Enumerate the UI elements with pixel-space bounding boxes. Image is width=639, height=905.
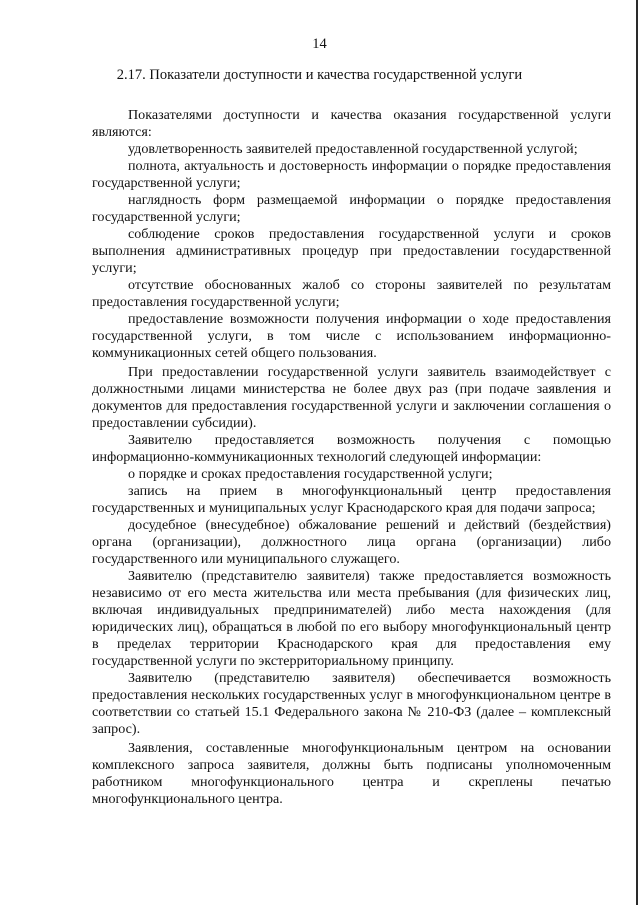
paragraph-list-item: предоставление возможности получения информации о ходе предоставления государственной услуги, в том числе с использованием информационно-коммуникационных сетей общего пользования. xyxy=(92,311,611,361)
paragraph-ict-info: Заявителю предоставляется возможность получения с помощью информационно-коммуникационных технологий следующей информации: xyxy=(92,432,611,465)
document-body xyxy=(92,107,611,808)
paragraph-interaction: При предоставлении государственной услуги заявитель взаимодействует с должностными лицами министерства не более двух раз (при подаче заявления и документов для предоставления государственной услуги и заключении соглашения о предоставлении субсидии). xyxy=(92,364,611,431)
paragraph-list-item: отсутствие обоснованных жалоб со стороны заявителей по результатам предоставления государственной услуги; xyxy=(92,277,611,310)
section-heading: 2.17. Показатели доступности и качества государственной услуги xyxy=(116,67,523,83)
page-edge-shadow xyxy=(636,0,638,905)
paragraph-list-item: соблюдение сроков предоставления государственной услуги и сроков выполнения административных процедур при предоставлении государственной услуги; xyxy=(92,226,611,276)
page-number: 14 xyxy=(312,36,327,52)
paragraph-list-item: досудебное (внесудебное) обжалование решений и действий (бездействия) органа (организации), должностного лица органа (организации) либо государственного или муниципального служащего. xyxy=(92,517,611,567)
paragraph-list-item: удовлетворенность заявителей предоставленной государственной услугой; xyxy=(128,141,578,157)
paragraph-intro: Показателями доступности и качества оказания государственной услуги являются: xyxy=(92,107,611,140)
paragraph-list-item: о порядке и сроках предоставления государственной услуги; xyxy=(128,466,493,482)
paragraph-list-item: наглядность форм размещаемой информации о порядке предоставления государственной услуги; xyxy=(92,192,611,225)
paragraph-signing: Заявления, составленные многофункциональным центром на основании комплексного запроса заявителя, должны быть подписаны уполномоченным работником многофункционального центра и скреплены печатью многофункционального центра. xyxy=(92,740,611,807)
paragraph-complex-request: Заявителю (представителю заявителя) обеспечивается возможность предоставления нескольких государственных услуг в многофункциональном центре в соответствии со статьей 15.1 Федерального закона № 210-ФЗ (далее – комплексный запрос). xyxy=(92,670,611,737)
paragraph-list-item: запись на прием в многофункциональный центр предоставления государственных и муниципальных услуг Краснодарского края для подачи запроса; xyxy=(92,483,611,516)
paragraph-list-item: полнота, актуальность и достоверность информации о порядке предоставления государственной услуги; xyxy=(92,158,611,191)
paragraph-extraterritorial: Заявителю (представителю заявителя) также предоставляется возможность независимо от его места жительства или места пребывания (для физических лиц, включая индивидуальных предпринимателей) либо места нахождения (для юридических лиц), обращаться в любой по его выбору многофункциональный центр в пределах территории Краснодарского края для предоставления ему государственной услуги по экстерриториальному принципу. xyxy=(92,568,611,669)
